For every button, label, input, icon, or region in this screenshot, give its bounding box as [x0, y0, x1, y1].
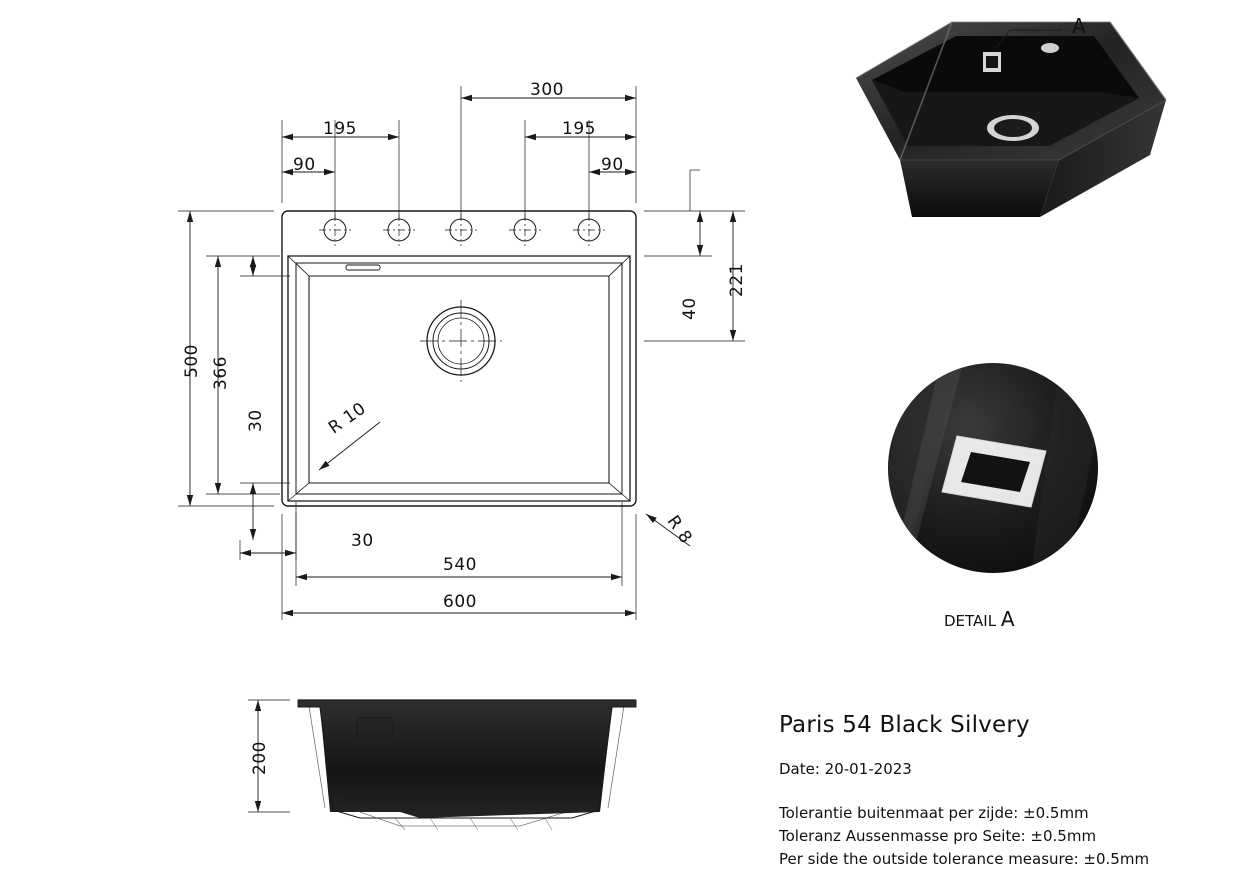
top-view-outline: [282, 211, 636, 506]
top-view-drain: [420, 300, 502, 382]
detail-caption: [944, 607, 1015, 631]
dim-30-left-label: 30: [246, 409, 266, 432]
detail-a-view: [872, 363, 1112, 580]
dim-200-label: 200: [250, 741, 270, 775]
dim-540-label: 540: [443, 555, 477, 575]
top-view-radius-leaders: [319, 422, 690, 546]
dim-300-label: 300: [530, 80, 564, 100]
section-view: [248, 700, 636, 830]
dim-221-label: 221: [727, 263, 747, 297]
tolerance-line-en: Per side the outside tolerance measure: ±0.5mm: [779, 850, 1150, 868]
top-view-extension-lines: [178, 86, 745, 620]
dim-30-bottom-label: 30: [351, 531, 374, 551]
dim-500-label: 500: [182, 344, 202, 378]
drawing-date: Date: 20-01-2023: [779, 760, 912, 778]
tolerance-line-nl: Tolerantie buitenmaat per zijde: ±0.5mm: [779, 804, 1089, 822]
top-view-tap-holes: [319, 214, 605, 246]
detail-caption-letter: A: [1000, 607, 1015, 631]
top-view-dimension-lines: [190, 98, 733, 613]
product-title: Paris 54 Black Silvery: [779, 712, 1030, 738]
title-block: [779, 712, 1239, 873]
dim-40-label: 40: [680, 297, 700, 320]
radius-r10-label: R 10: [325, 398, 370, 439]
dim-195-right-label: 195: [562, 119, 596, 139]
dim-600-label: 600: [443, 592, 477, 612]
dim-366-label: 366: [211, 356, 231, 390]
callout-letter-a: A: [1072, 14, 1086, 38]
detail-caption-text: DETAIL: [944, 612, 997, 630]
dim-90-left-label: 90: [293, 155, 316, 175]
radius-r8-label: R 8: [662, 512, 696, 548]
product-3d-view: [856, 22, 1166, 217]
dim-90-right-label: 90: [601, 155, 624, 175]
dim-195-left-label: 195: [323, 119, 357, 139]
tolerance-line-de: Toleranz Aussenmasse pro Seite: ±0.5mm: [779, 827, 1097, 845]
